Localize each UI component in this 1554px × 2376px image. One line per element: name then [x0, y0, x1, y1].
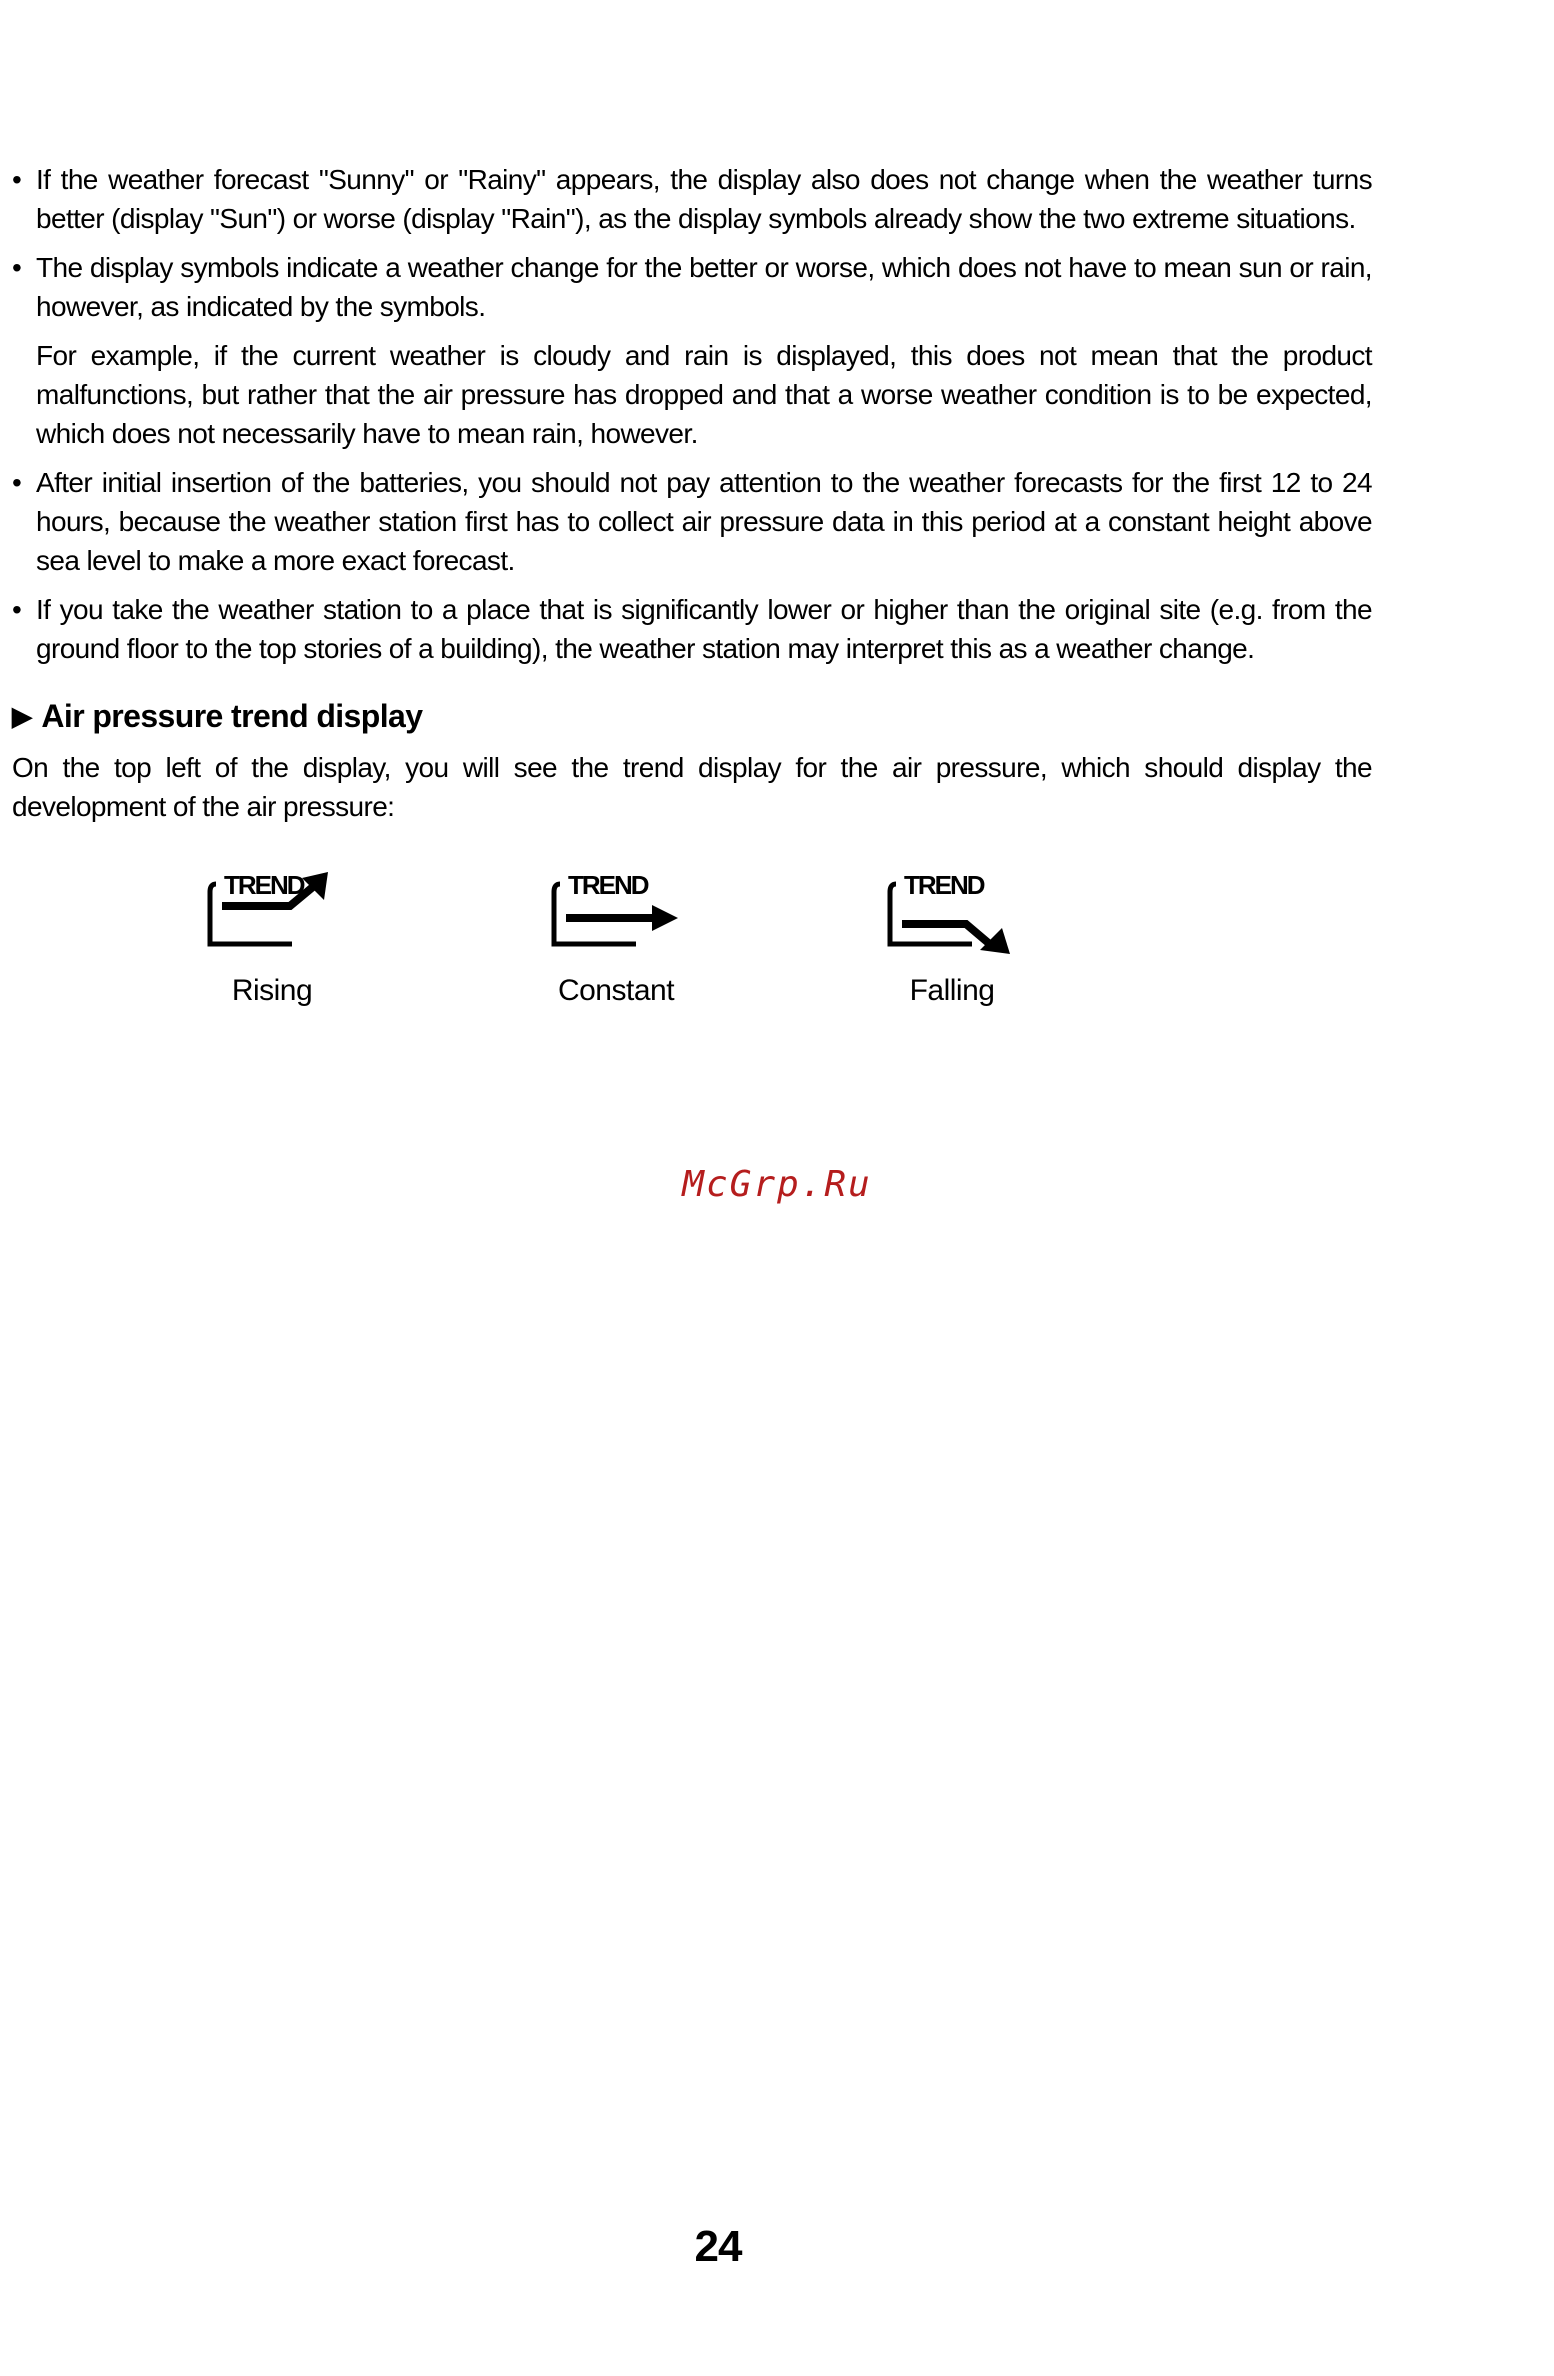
list-item: [12, 463, 1372, 580]
section-heading-text: Air pressure trend display: [41, 698, 423, 734]
list-item: [12, 160, 1372, 238]
trend-icons-row: [12, 862, 1372, 1062]
bullet-text: If the weather forecast "Sunny" or "Rainy" appears, the display also does not change when the weather turns better (display "Sun") or worse (display "Rain"), as the display symbols already show the two extreme situations.: [36, 164, 1372, 234]
bullet-dot: •: [12, 164, 22, 195]
triangle-marker-icon: ▶: [12, 701, 32, 731]
bullet-dot: •: [12, 594, 22, 625]
trend-label: TREND: [568, 870, 648, 900]
bullet-text: After initial insertion of the batteries, you should not pay attention to the weather forecasts for the first 12 to 24 hours, because the weather station first has to collect air pressure data in this period at a constant height above sea level to make a more exact forecast.: [36, 467, 1372, 576]
trend-constant: [506, 862, 726, 1008]
list-item: [12, 590, 1372, 668]
trend-label: TREND: [904, 870, 984, 900]
section-intro: On the top left of the display, you will see the trend display for the air pressure, which should display the development of the air pressure:: [12, 752, 1372, 822]
bullet-dot: •: [12, 467, 22, 498]
section-heading: [12, 696, 1372, 736]
trend-rising: [162, 862, 382, 1008]
bullet-text-continued: For example, if the current weather is cloudy and rain is displayed, this does not mean that the product malfunctions, but rather that the air pressure has dropped and that a worse weather condition is to be expected, which does not necessarily have to mean rain, however.: [36, 340, 1372, 449]
trend-caption: Rising: [231, 974, 313, 1007]
bullet-text: If you take the weather station to a place that is significantly lower or higher than the original site (e.g. from the ground floor to the top stories of a building), the weather station may interpret this as a weather change.: [36, 594, 1372, 664]
trend-label: TREND: [224, 870, 304, 900]
list-item: [12, 248, 1372, 453]
trend-falling: [842, 862, 1062, 1008]
bullet-list: [12, 160, 1372, 668]
trend-falling-icon: [882, 862, 1022, 958]
trend-constant-icon: [546, 862, 686, 958]
watermark: McGrp.Ru: [682, 1164, 872, 1205]
page-content: [12, 160, 1372, 1062]
trend-caption: Constant: [557, 974, 675, 1007]
bullet-text: The display symbols indicate a weather change for the better or worse, which does not have to mean sun or rain, however, as indicated by the symbols.: [36, 252, 1372, 322]
trend-rising-icon: [202, 862, 342, 958]
bullet-dot: •: [12, 252, 22, 283]
trend-caption: Falling: [909, 974, 995, 1007]
page-number: 24: [694, 2222, 742, 2271]
